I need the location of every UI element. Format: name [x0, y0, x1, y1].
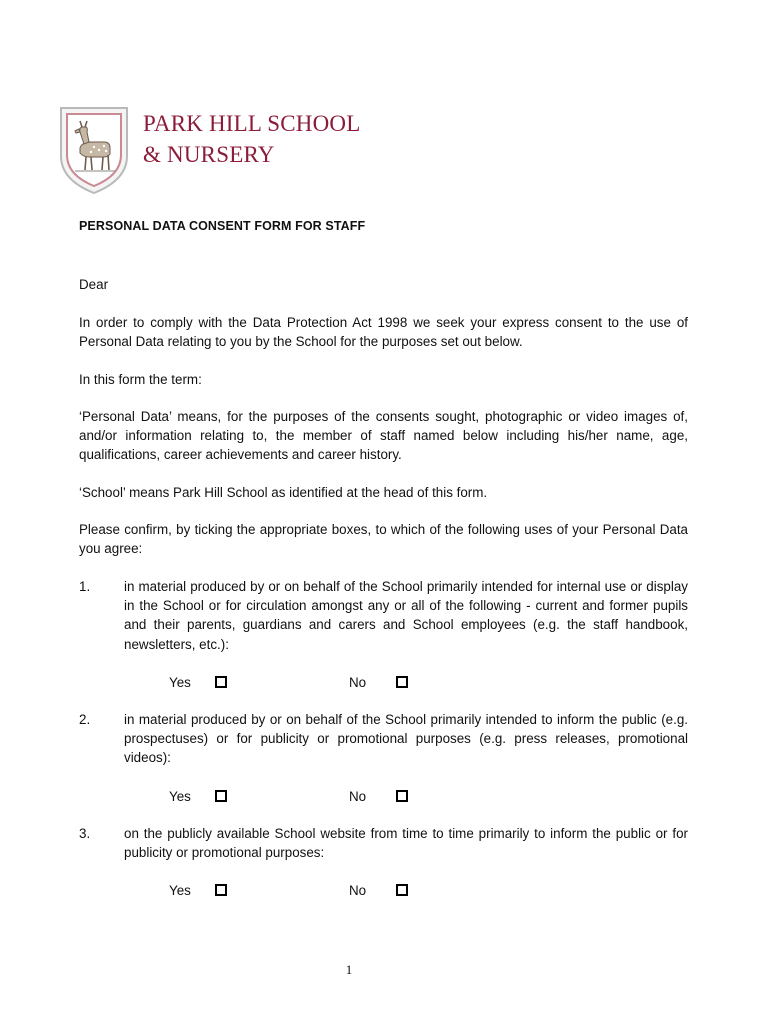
school-name	[143, 108, 360, 170]
page-number: 1	[345, 962, 353, 977]
consent-item-2	[79, 710, 688, 768]
no-checkbox-3[interactable]	[396, 884, 408, 896]
intro-paragraph: In order to comply with the Data Protection Act 1998 we seek your express consent to the use of Personal Data relating to you by the School for the purposes set out below.	[79, 315, 688, 350]
item-number: 1.	[79, 579, 91, 594]
term-intro-paragraph: In this form the term:	[79, 372, 202, 387]
yes-label-3: Yes	[169, 883, 191, 898]
document-title: PERSONAL DATA CONSENT FORM FOR STAFF	[79, 219, 366, 233]
salutation: Dear	[79, 277, 109, 292]
consent-item-1	[79, 577, 688, 654]
yes-checkbox-2[interactable]	[215, 790, 227, 802]
yes-checkbox-1[interactable]	[215, 676, 227, 688]
no-label-2: No	[349, 789, 367, 804]
item-text: in material produced by or on behalf of the School primarily intended for internal use or display in the School or for circulation amongst any or all of the following - current and former pupils and their parents, guardians and carers and School employees (e.g. the staff handbook, newsletters, etc.):	[124, 579, 688, 652]
no-label-3: No	[349, 883, 367, 898]
school-name-line2: & NURSERY	[143, 142, 275, 167]
no-checkbox-1[interactable]	[396, 676, 408, 688]
deer-crest-icon	[58, 104, 130, 196]
yes-label-2: Yes	[169, 789, 191, 804]
school-definition: ‘School’ means Park Hill School as identified at the head of this form.	[79, 485, 488, 500]
personal-data-definition: ‘Personal Data’ means, for the purposes of the consents sought, photographic or video images of, and/or information relating to, the member of staff named below including his/her name, age, qualifications, career achievements and career history.	[79, 409, 688, 463]
school-crest-logo	[58, 104, 130, 196]
item-number: 3.	[79, 826, 91, 841]
no-checkbox-2[interactable]	[396, 790, 408, 802]
item-text: in material produced by or on behalf of the School primarily intended to inform the public (e.g. prospectuses) or for publicity or promotional purposes (e.g. press releases, promotional videos):	[124, 712, 688, 766]
consent-item-3	[79, 824, 688, 862]
confirm-paragraph: Please confirm, by ticking the appropriate boxes, to which of the following uses of your Personal Data you agree:	[79, 522, 688, 557]
item-number: 2.	[79, 712, 91, 727]
yes-label-1: Yes	[169, 675, 191, 690]
yes-checkbox-3[interactable]	[215, 884, 227, 896]
school-name-line1: PARK HILL SCHOOL	[143, 111, 361, 136]
no-label-1: No	[349, 675, 367, 690]
item-text: on the publicly available School website from time to time primarily to inform the public or for publicity or promotional purposes:	[124, 826, 688, 861]
